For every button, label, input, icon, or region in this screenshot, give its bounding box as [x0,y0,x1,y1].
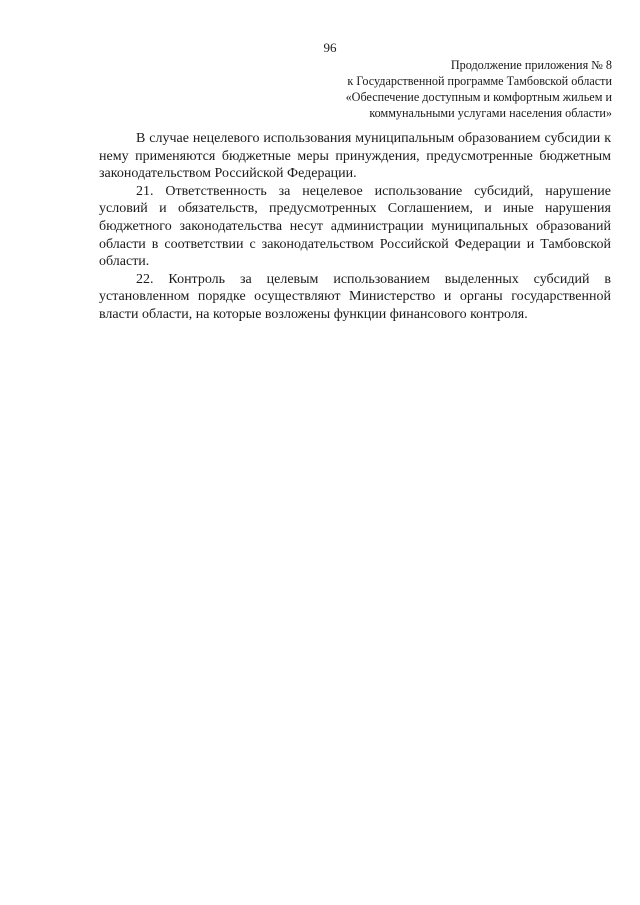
paragraph-21-responsibility: 21. Ответственность за нецелевое использование субсидий, нарушение условий и обязательств, предусмотренных Соглашением, и иные нарушения бюджетного законодательства несут администрации муниципальных образований области в соответствии с законодательством Российской Федерации и Тамбовской области. [99,183,611,270]
appendix-header-line-2: к Государственной программе Тамбовской области [347,74,612,88]
paragraph-22-control: 22. Контроль за целевым использованием выделенных субсидий в установленном порядке осуществляют Министерство и органы государственной власти области, на которые возложены функции финансового контроля. [99,271,611,322]
appendix-header [282,57,612,121]
page-number: 96 [323,40,337,55]
appendix-header-line-1: Продолжение приложения № 8 [450,58,612,72]
paragraph-misuse-sanctions: В случае нецелевого использования муниципальным образованием субсидии к нему применяются бюджетные меры принуждения, предусмотренные бюджетным законодательством Российской Федерации. [99,131,611,182]
appendix-header-line-4: коммунальными услугами населения области» [369,106,612,120]
document-body [99,130,611,324]
appendix-header-line-3: «Обеспечение доступным и комфортным жильем и [345,90,612,104]
